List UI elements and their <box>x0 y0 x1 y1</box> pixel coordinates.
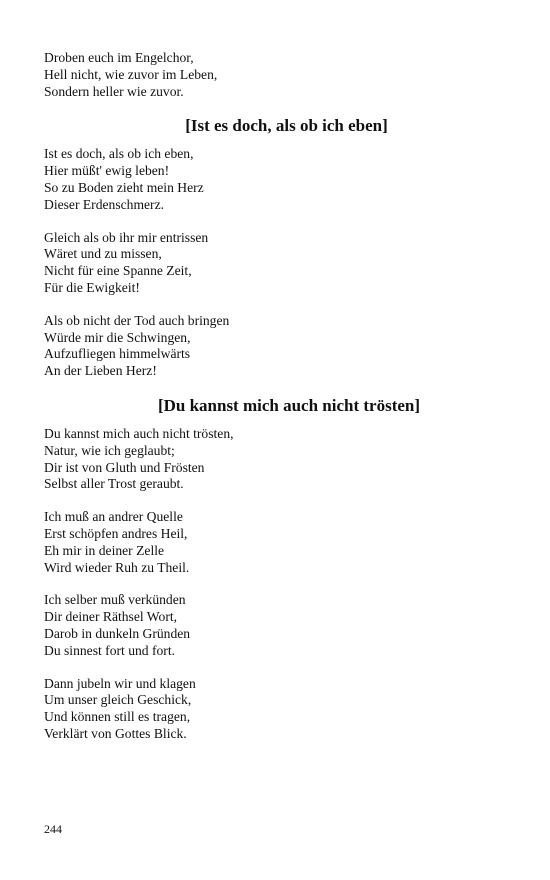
verse-line: Ich selber muß verkünden <box>44 592 186 608</box>
verse-line: Eh mir in deiner Zelle <box>44 542 165 558</box>
verse-line: Darob in dunkeln Gründen <box>44 625 191 641</box>
stanza <box>44 50 514 100</box>
verse-line: An der Lieben Herz! <box>44 363 157 379</box>
verse-line: Natur, wie ich geglaubt; <box>44 442 175 458</box>
verse-line: Droben euch im Engelchor, <box>44 50 194 65</box>
stanza <box>44 509 514 576</box>
poem-title: [Ist es doch, als ob ich eben] <box>185 116 388 136</box>
verse-line: Als ob nicht der Tod auch bringen <box>44 312 230 328</box>
verse-line: Wird wieder Ruh zu Theil. <box>44 559 190 575</box>
verse-line: Ist es doch, als ob ich eben, <box>44 146 194 162</box>
verse-line: Erst schöpfen andres Heil, <box>44 525 188 541</box>
verse-line: Sondern heller wie zuvor. <box>44 83 184 99</box>
verse-line: Dieser Erdenschmerz. <box>44 196 165 212</box>
verse-line: So zu Boden zieht mein Herz <box>44 179 204 195</box>
verse-line: Wäret und zu missen, <box>44 246 162 262</box>
verse-line: Gleich als ob ihr mir entrissen <box>44 229 209 245</box>
verse-line: Und können still es tragen, <box>44 709 191 725</box>
verse-line: Dir deiner Räthsel Wort, <box>44 609 178 625</box>
stanza <box>44 313 514 380</box>
verse-line: Selbst aller Trost geraubt. <box>44 476 184 492</box>
verse-line: Um unser gleich Geschick, <box>44 692 192 708</box>
verse-line: Ich muß an andrer Quelle <box>44 509 183 525</box>
verse-line: Verklärt von Gottes Blick. <box>44 725 187 741</box>
stanza <box>44 676 514 743</box>
stanza <box>44 426 514 493</box>
page-number: 244 <box>44 822 62 836</box>
verse-line: Hier müßt' ewig leben! <box>44 163 170 179</box>
stanza <box>44 146 514 213</box>
verse-line: Dann jubeln wir und klagen <box>44 675 196 691</box>
verse-line: Nicht für eine Spanne Zeit, <box>44 263 192 279</box>
stanza <box>44 592 514 659</box>
verse-line: Du sinnest fort und fort. <box>44 642 176 658</box>
verse-line: Würde mir die Schwingen, <box>44 329 191 345</box>
page-body <box>44 50 514 759</box>
poem-title: [Du kannst mich auch nicht trösten] <box>157 395 421 415</box>
verse-line: Aufzufliegen himmelwärts <box>44 346 191 362</box>
verse-line: Du kannst mich auch nicht trösten, <box>44 425 234 441</box>
verse-line: Dir ist von Gluth und Frösten <box>44 459 205 475</box>
stanza <box>44 230 514 297</box>
verse-line: Für die Ewigkeit! <box>44 279 140 295</box>
verse-line: Hell nicht, wie zuvor im Leben, <box>44 66 218 82</box>
